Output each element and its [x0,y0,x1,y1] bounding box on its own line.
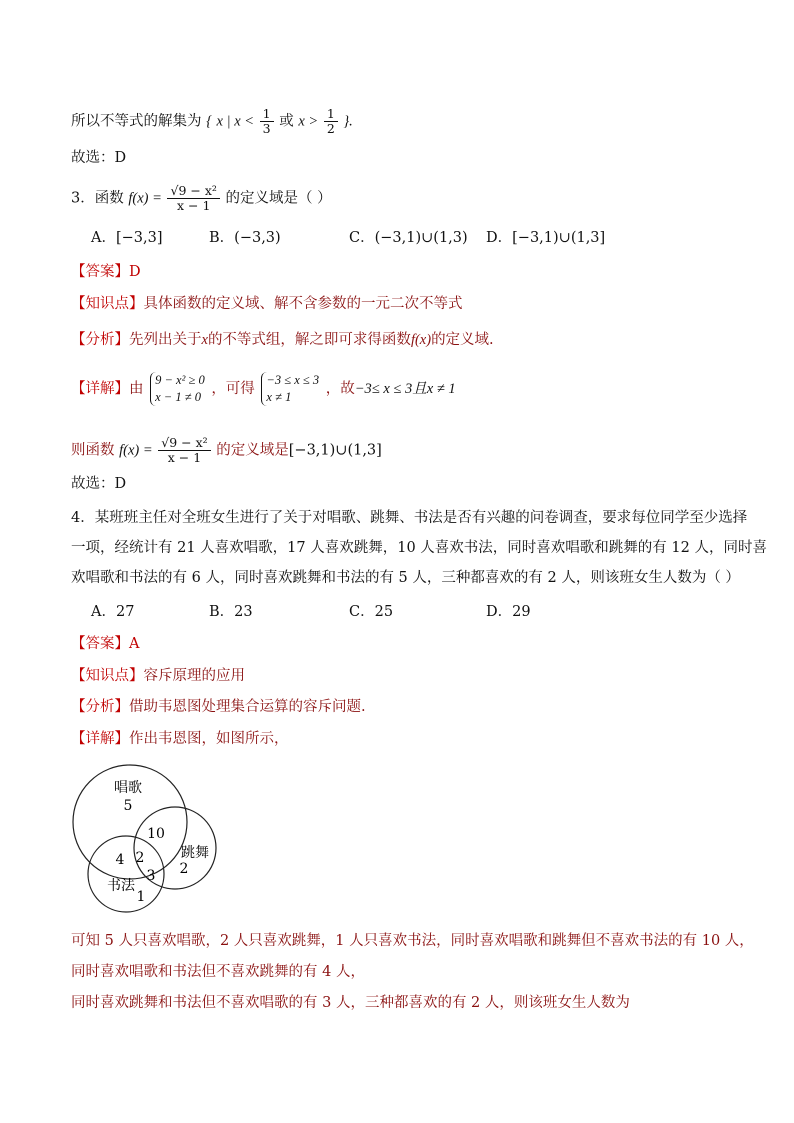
set-open-brace: { [206,113,212,130]
venn-diagram [68,760,228,920]
q3-func: f(x) = [128,190,162,207]
q2-solution-prefix: 所以不等式的解集为 [71,113,202,130]
q4-option-a: A．27 [91,604,135,620]
q3-stem [71,184,332,213]
venn-sing-only: 5 [123,798,133,814]
or-word: 或 [279,113,294,130]
q4-explain3: 同时喜欢跳舞和书法但不喜欢唱歌的有 3 人，三种都喜欢的有 2 人，则该班女生人数为 [71,995,630,1011]
fraction-one-third: $\frac{1}{3}$ [260,107,274,136]
q4-answer: 【答案】A [71,636,140,652]
venn-calli-label: 书法 [107,878,135,894]
q3-option-b: B．(−3,3) [209,230,281,246]
q4-option-c: C．25 [349,604,394,620]
q3-knowledge: 【知识点】具体函数的定义域、解不含参数的一元二次不等式 [71,296,463,312]
q3-number: 3．函数 [71,190,124,207]
q4-analysis: 【分析】借助韦恩图处理集合运算的容斥问题. [71,699,366,715]
q4-stem-line2: 一项，经统计有 21 人喜欢唱歌，17 人喜欢跳舞，10 人喜欢书法，同时喜欢唱歌和跳舞的有 12 人，同时喜 [71,540,767,556]
venn-calli-only: 1 [136,889,146,905]
q3-answer: 【答案】D [71,264,141,280]
set-var: x | x < [216,113,255,130]
venn-dance-only: 2 [179,861,189,877]
q3-option-a: A．[−3,3] [91,230,163,246]
set-close-brace: }. [343,113,353,130]
q3-option-c: C．(−3,1)∪(1,3) [349,230,468,246]
venn-dance-label: 跳舞 [181,845,209,861]
fraction-one-half: $\frac{1}{2}$ [324,107,338,136]
q3-detail: 【详解】由 9 − x² ≥ 0 x − 1 ≠ 0 ，可得 −3 ≤ x ≤ 3 x ≠ 1 ，故−3≤ x ≤ 3且x ≠ 1 [71,373,456,404]
q2-solution-line [71,107,353,136]
q3-stem-suffix: 的定义域是（ ） [225,190,332,207]
q4-stem-line1: 4．某班班主任对全班女生进行了关于对唱歌、跳舞、书法是否有兴趣的问卷调查，要求每位同学至少选择 [71,510,748,526]
q4-explain1: 可知 5 人只喜欢唱歌，2 人只喜欢跳舞，1 人只喜欢书法，同时喜欢唱歌和跳舞但不喜欢书法的有 10 人， [71,933,754,949]
q2-choose-line: 故选：D [71,150,127,166]
q3-system-2: −3 ≤ x ≤ 3 x ≠ 1 [261,372,319,406]
venn-dance-calli: 3 [146,868,156,884]
q4-explain2: 同时喜欢唱歌和书法但不喜欢跳舞的有 4 人， [71,964,365,980]
q4-stem-line3: 欢唱歌和书法的有 6 人，同时喜欢跳舞和书法的有 5 人，三种都喜欢的有 2 人，则该班女生人数为（ ） [71,570,740,586]
q3-option-d: D．[−3,1)∪(1,3] [486,230,606,246]
venn-all-three: 2 [135,850,145,866]
q3-choose-line: 故选：D [71,476,127,492]
q3-analysis: 【分析】先列出关于x的不等式组，解之即可求得函数f(x)的定义域. [71,332,494,348]
set-var2: x > [298,113,319,130]
q4-option-d: D．29 [486,604,531,620]
q4-knowledge: 【知识点】容斥原理的应用 [71,668,245,684]
q3-fraction: $\frac{\text{√9 − x²}}{x - 1}$ [167,184,219,213]
venn-sing-dance: 10 [147,826,165,842]
q3-result: 则函数 f(x) = $\frac{\text{√9 − x²}}{x - 1}$ 的定义域是[−3,1)∪(1,3] [71,435,382,465]
venn-sing-label: 唱歌 [114,780,142,796]
q3-result-fraction: $\frac{\text{√9 − x²}}{x - 1}$ [158,436,210,465]
q3-system-1: 9 − x² ≥ 0 x − 1 ≠ 0 [150,372,205,406]
q4-option-b: B．23 [209,604,253,620]
venn-sing-calli: 4 [115,852,125,868]
q4-detail: 【详解】作出韦恩图，如图所示， [71,731,289,747]
